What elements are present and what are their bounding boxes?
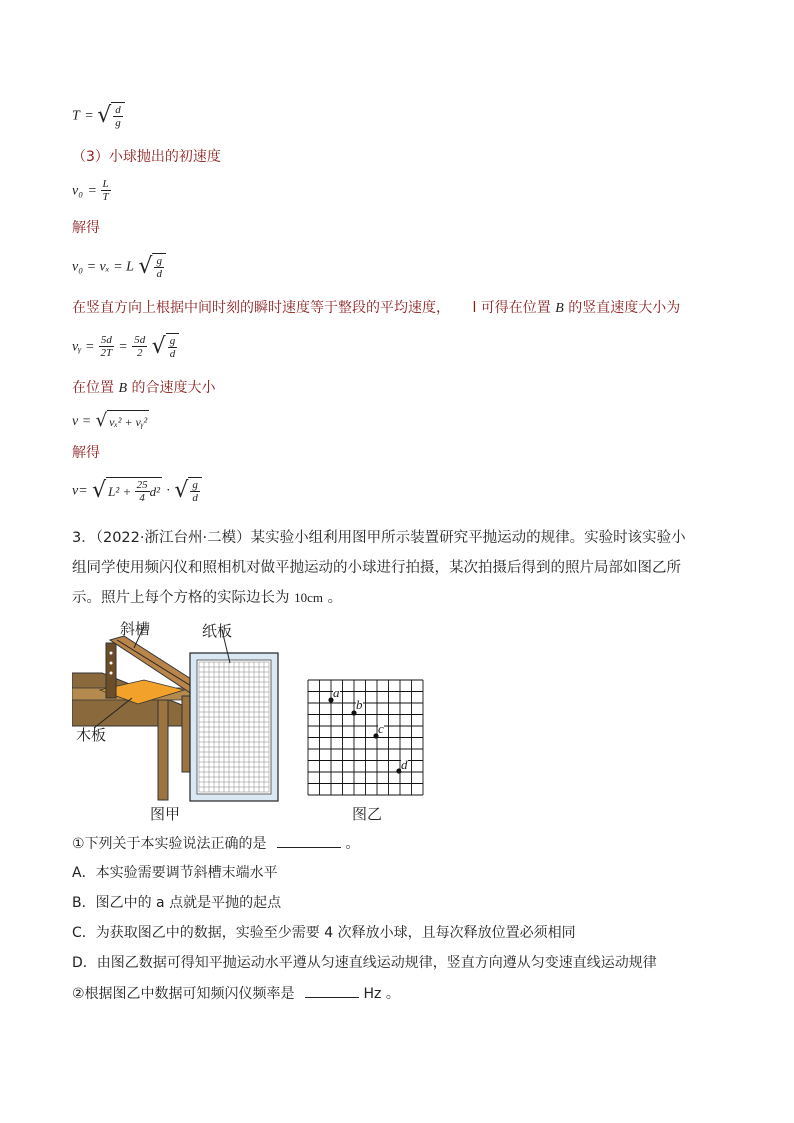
jiede-label-2: 解得	[72, 445, 100, 461]
sqrt: √ L² + $\frac{25}{4}$ d²	[92, 477, 160, 504]
point-label-a: a	[333, 685, 340, 700]
eq-lhs: T	[72, 108, 80, 124]
jiede-label-1: 解得	[72, 220, 100, 236]
point-label: B	[555, 301, 564, 316]
eq-lhs: v =	[72, 414, 92, 429]
eq-v0-result	[72, 253, 166, 280]
point-label-d: d	[401, 757, 408, 772]
vertical-velocity-text	[72, 298, 680, 319]
label-chute: 斜槽	[120, 620, 151, 638]
point-label: B	[118, 381, 128, 396]
eq-final: v= √ L² + $\frac{25}{4}$ d² · √ $\frac{g}{d}$	[72, 477, 202, 504]
option-b: B．图乙中的 a 点就是平抛的起点	[72, 895, 282, 911]
caption-figure-a: 图甲	[150, 805, 181, 823]
figure-apparatus	[72, 618, 292, 823]
photo-grid	[308, 680, 423, 795]
frac-den: d	[156, 268, 162, 280]
frac-num: d	[115, 104, 121, 116]
question-line-1: 3．（2022·浙江台州·二模）某实验小组利用图甲所示装置研究平抛运动的规律。实验时该实验小	[72, 530, 686, 546]
text-part: 的竖直速度大小为	[568, 300, 681, 316]
table-leg	[182, 696, 190, 772]
answer-blank-1[interactable]	[277, 833, 341, 848]
chute-support	[106, 643, 116, 698]
frac-num: L	[102, 178, 109, 190]
combined-velocity-label: 在位置 B 的合速度大小	[72, 380, 216, 396]
question-line-2: 组同学使用频闪仪和照相机对做平抛运动的小球进行拍摄，某次拍摄后得到的照片局部如图乙所	[72, 560, 681, 576]
step3-label: （3）小球抛出的初速度	[72, 149, 221, 165]
eq-lhs: v₀	[72, 183, 84, 199]
question-line-3: 示。照片上每个方格的实际边长为 10cm 。	[72, 590, 343, 606]
frac-den: g	[115, 117, 121, 129]
text-part: 在竖直方向上根据中间时刻的瞬时速度等于整段的平均速度，	[72, 300, 450, 316]
figure-grid-photo	[306, 678, 426, 798]
option-c: C．为获取图乙中的数据，实验至少需要 4 次释放小球，且每次释放位置必须相同	[72, 925, 576, 941]
eq-v0: v₀ = $\frac{L}{T}$	[72, 178, 109, 203]
frac-den: T	[102, 191, 109, 203]
sub1-prompt: ①下列关于本实验说法正确的是 。	[72, 833, 359, 854]
fraction: $\frac{25}{4}$	[136, 479, 148, 504]
eq-period: T = √ $\frac{d}{g}$	[72, 102, 125, 129]
text-part: l	[472, 300, 477, 316]
option-a: A．本实验需要调节斜槽末端水平	[72, 865, 278, 881]
answer-blank-2[interactable]	[305, 983, 359, 998]
option-d: D．由图乙数据可得知平抛运动水平遵从匀速直线运动规律，竖直方向遵从匀变速直线运动规律	[72, 955, 657, 971]
sqrt: √ $\frac{d}{g}$	[97, 102, 125, 129]
fraction	[101, 178, 111, 203]
text-part: 可得在位置	[480, 300, 551, 316]
eq-v-combined	[72, 410, 149, 432]
grid-size-value: 10cm	[294, 590, 323, 605]
fraction: $\frac{5d}{2T}$	[100, 334, 113, 359]
fraction: $\frac{5d}{2}$	[134, 334, 146, 359]
eq-vy: vᵧ = $\frac{5d}{2T}$ = $\frac{5d}{2}$ √ $\frac{g}{d}$	[72, 333, 179, 360]
table-leg	[158, 700, 168, 800]
sqrt: √ $\frac{g}{d}$	[174, 477, 202, 504]
point-label-c: c	[378, 721, 384, 736]
eq-lhs: v=	[72, 483, 88, 499]
sub2-prompt: ②根据图乙中数据可知频闪仪频率是 Hz 。	[72, 983, 400, 1004]
point-label-b: b	[356, 697, 363, 712]
caption-figure-b: 图乙	[352, 805, 383, 823]
eq-lhs: vᵧ =	[72, 339, 95, 355]
frac-num: g	[156, 255, 162, 267]
eq-lhs: v₀ = vₓ = L	[72, 259, 134, 275]
label-wood: 木板	[76, 726, 107, 744]
sqrt: √ $\frac{g}{d}$	[138, 253, 166, 280]
sqrt: √ $\frac{g}{d}$	[152, 333, 180, 360]
label-board: 纸板	[202, 622, 233, 640]
sqrt: √ vₓ² + vᵧ²	[95, 410, 148, 431]
